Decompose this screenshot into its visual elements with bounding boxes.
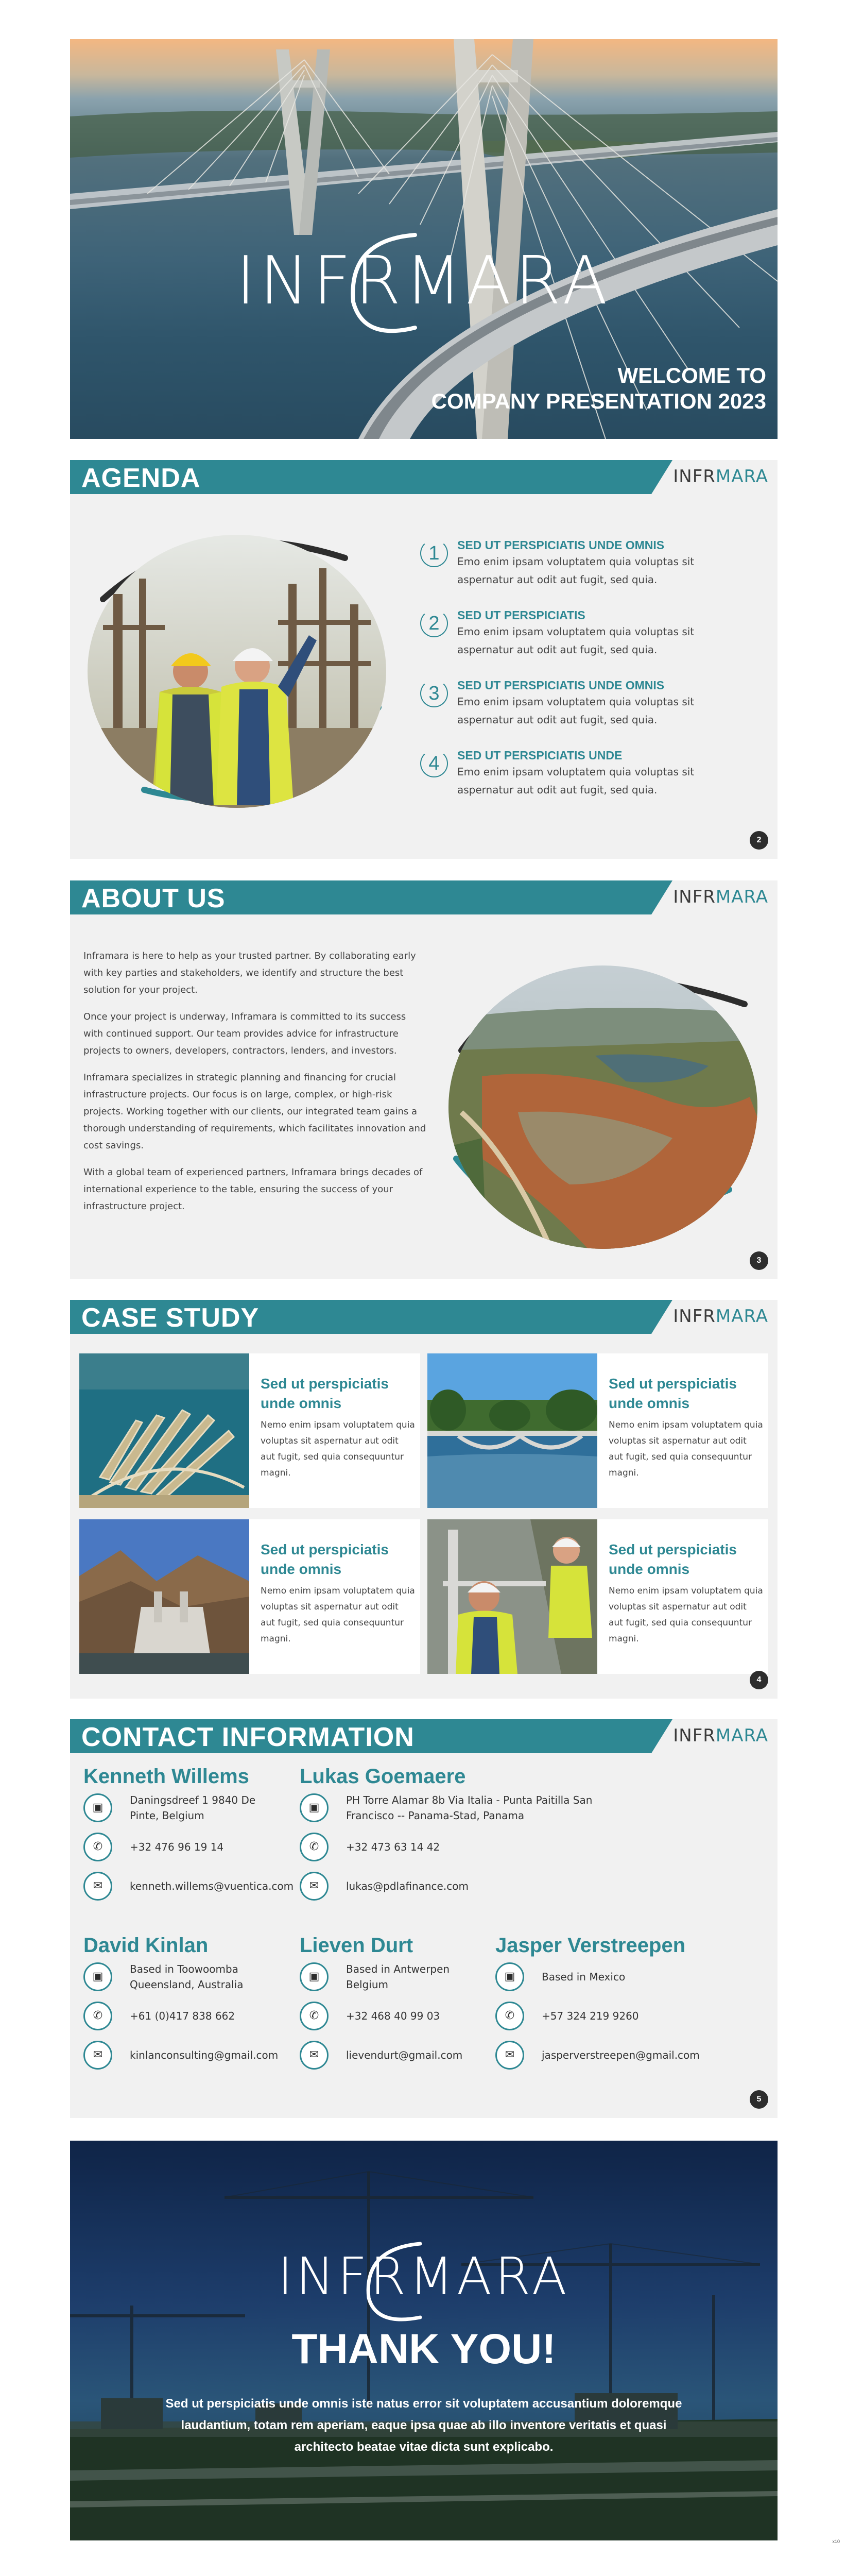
address-text: Based in Antwerpen Belgium [346, 1963, 450, 1991]
case-card[interactable] [79, 1519, 420, 1674]
about-paragraph: Inframara specializes in strategic planning and financing for crucial infrastructure projects. Our focus is on large, complex, or high-risk projects. Working together with our clients, our integrated team gains a thorough understanding of requirements, which facilitates innovation and cost savings. [83, 1072, 426, 1151]
case-card[interactable] [427, 1353, 768, 1508]
thank-you-body: Sed ut perspiciatis unde omnis iste natus error sit voluptatem accusantium doloremque laudantium, totam rem aperiam, eaque ipsa quae ab illo inventore veritatis et quasi architecto beatae vitae dicta sunt explicabo. [165, 2397, 682, 2454]
mail-icon: ✉ [300, 2041, 329, 2070]
phone-text[interactable]: +61 (0)417 838 662 [130, 2010, 235, 2022]
case-body: Nemo enim ipsam voluptatem quia voluptas sit aspernatur aut odit aut fugit, sed quia consequuntur magni. [261, 1586, 415, 1644]
phone-icon: ✆ [83, 2002, 112, 2030]
contact-name: Jasper Verstreepen [495, 1934, 686, 1957]
agenda-item [420, 677, 739, 748]
construction-site-photo [441, 942, 765, 1257]
contact-name: Lieven Durt [300, 1934, 413, 1957]
field-engineers-image [427, 1519, 597, 1674]
welcome-line-1: WELCOME TO [617, 363, 766, 387]
header-logo: INFRMARA [673, 887, 768, 907]
cover-welcome-text [431, 363, 766, 414]
welcome-line-2: COMPANY PRESENTATION 2023 [431, 389, 766, 413]
address-text: Based in Toowoomba Queensland, Australia [130, 1963, 244, 1991]
page-number: 3 [750, 1251, 768, 1270]
agenda-slide [70, 460, 778, 859]
phone-icon: ✆ [83, 1833, 112, 1861]
map-icon: ▣ [83, 1962, 112, 1991]
map-icon: ▣ [300, 1962, 329, 1991]
contact-address [300, 1788, 609, 1827]
agenda-number: 2 [420, 609, 448, 637]
contact-phone[interactable] [300, 1996, 495, 2036]
thanks-logo: INFRMARA [278, 2246, 570, 2307]
section-title: AGENDA [81, 463, 201, 493]
contact-email[interactable] [300, 2036, 495, 2075]
email-link[interactable]: lievendurt@gmail.com [346, 2049, 463, 2061]
map-icon: ▣ [83, 1793, 112, 1822]
header-logo: INFRMARA [673, 1306, 768, 1327]
agenda-item-body: Emo enim ipsam voluptatem quia voluptas sit aspernatur aut odit aut fugit, sed quia. [457, 625, 695, 656]
thank-you-slide [70, 2141, 778, 2540]
agenda-number: 3 [420, 680, 448, 707]
case-title: Sed ut perspiciatis unde omnis [609, 1376, 737, 1411]
agenda-item-body: Emo enim ipsam voluptatem quia voluptas sit aspernatur aut odit aut fugit, sed quia. [457, 555, 695, 586]
email-link[interactable]: lukas@pdlafinance.com [346, 1880, 469, 1892]
email-link[interactable]: jasperverstreepen@gmail.com [542, 2049, 700, 2061]
contact-phone[interactable] [83, 1996, 289, 2036]
case-body: Nemo enim ipsam voluptatem quia voluptas sit aspernatur aut odit aut fugit, sed quia consequuntur magni. [609, 1420, 763, 1478]
agenda-item-heading: SED UT PERSPICIATIS [457, 608, 585, 622]
workers-photo [82, 517, 391, 810]
contact-card [83, 1934, 289, 2075]
logo-swoosh-icon [356, 2236, 448, 2329]
contact-phone[interactable] [495, 1996, 773, 2036]
river-bridge-image [427, 1353, 597, 1508]
header-logo: INFRMARA [673, 466, 768, 487]
phone-text[interactable]: +32 476 96 19 14 [130, 1841, 224, 1853]
agenda-number: 1 [420, 539, 448, 567]
credit-text: x10 [832, 2539, 840, 2544]
email-link[interactable]: kenneth.willems@vuentica.com [130, 1880, 294, 1892]
dam-image [79, 1519, 249, 1674]
contact-name: Kenneth Willems [83, 1765, 249, 1788]
case-study-slide [70, 1300, 778, 1699]
contact-phone[interactable] [300, 1827, 609, 1867]
about-paragraph: With a global team of experienced partners, Inframara brings decades of international experience to the table, ensuring the success of your infrastructure project. [83, 1167, 423, 1212]
agenda-item-heading: SED UT PERSPICIATIS UNDE [457, 749, 623, 762]
contact-slide [70, 1719, 778, 2118]
contact-email[interactable] [83, 2036, 289, 2075]
map-icon: ▣ [495, 1962, 524, 1991]
section-title: CASE STUDY [81, 1303, 260, 1333]
email-link[interactable]: kinlanconsulting@gmail.com [130, 2049, 279, 2061]
address-text: Based in Mexico [542, 1971, 626, 1983]
agenda-item [420, 607, 739, 677]
case-body: Nemo enim ipsam voluptatem quia voluptas sit aspernatur aut odit aut fugit, sed quia consequuntur magni. [261, 1420, 415, 1478]
phone-text[interactable]: +57 324 219 9260 [542, 2010, 639, 2022]
map-icon: ▣ [300, 1793, 329, 1822]
mail-icon: ✉ [495, 2041, 524, 2070]
phone-icon: ✆ [300, 2002, 329, 2030]
agenda-item-body: Emo enim ipsam voluptatem quia voluptas sit aspernatur aut odit aut fugit, sed quia. [457, 766, 695, 796]
address-text: Daningsdreef 1 9840 De Pinte, Belgium [130, 1794, 256, 1822]
case-title: Sed ut perspiciatis unde omnis [261, 1376, 389, 1411]
about-slide [70, 880, 778, 1279]
case-card[interactable] [427, 1519, 768, 1674]
page-number: 4 [750, 1671, 768, 1689]
case-title: Sed ut perspiciatis unde omnis [609, 1541, 737, 1577]
contact-address [83, 1957, 289, 1996]
contact-email[interactable] [300, 1867, 609, 1906]
section-title: CONTACT INFORMATION [81, 1722, 415, 1752]
contact-name: David Kinlan [83, 1934, 209, 1957]
page-number: 5 [750, 2090, 768, 2109]
contact-card [495, 1934, 773, 2075]
thank-you-title: THANK YOU! [291, 2326, 556, 2372]
about-text [83, 947, 428, 1225]
mail-icon: ✉ [83, 2041, 112, 2070]
case-title: Sed ut perspiciatis unde omnis [261, 1541, 389, 1577]
agenda-list [420, 537, 739, 818]
contact-address [300, 1957, 495, 1996]
contact-card [300, 1934, 495, 2075]
case-card[interactable] [79, 1353, 420, 1508]
header-logo: INFRMARA [673, 1725, 768, 1746]
about-paragraph: Inframara is here to help as your trusted partner. By collaborating early with key parties and stakeholders, we identify and structure the best solution for your project. [83, 951, 416, 995]
phone-icon: ✆ [495, 2002, 524, 2030]
address-text: PH Torre Alamar 8b Via Italia - Punta Paitilla San Francisco -- Panama-Stad, Panama [346, 1794, 593, 1822]
contact-address [495, 1957, 773, 1996]
mail-icon: ✉ [83, 1872, 112, 1901]
phone-icon: ✆ [300, 1833, 329, 1861]
contact-email[interactable] [495, 2036, 773, 2075]
mail-icon: ✉ [300, 1872, 329, 1901]
page-number: 2 [750, 831, 768, 850]
contact-card [300, 1765, 609, 1906]
agenda-number: 4 [420, 750, 448, 777]
agenda-item-body: Emo enim ipsam voluptatem quia voluptas sit aspernatur aut odit aut fugit, sed quia. [457, 696, 695, 726]
section-title: ABOUT US [81, 884, 226, 913]
about-paragraph: Once your project is underway, Inframara is committed to its success with continued support. Our team provides advice for infrastructure projects to owners, developers, contractors, lenders, and investors. [83, 1011, 406, 1056]
case-body: Nemo enim ipsam voluptatem quia voluptas sit aspernatur aut odit aut fugit, sed quia consequuntur magni. [609, 1586, 763, 1644]
cover-logo: INFRMARA [236, 243, 612, 319]
phone-text[interactable]: +32 468 40 99 03 [346, 2010, 440, 2022]
logo-swoosh-icon [338, 225, 451, 343]
agenda-item-heading: SED UT PERSPICIATIS UNDE OMNIS [457, 538, 665, 552]
palm-islands-image [79, 1353, 249, 1508]
agenda-item [420, 748, 739, 818]
contact-name: Lukas Goemaere [300, 1765, 466, 1788]
cover-slide [70, 39, 778, 439]
phone-text[interactable]: +32 473 63 14 42 [346, 1841, 440, 1853]
agenda-item-heading: SED UT PERSPICIATIS UNDE OMNIS [457, 679, 665, 692]
agenda-item [420, 537, 739, 607]
